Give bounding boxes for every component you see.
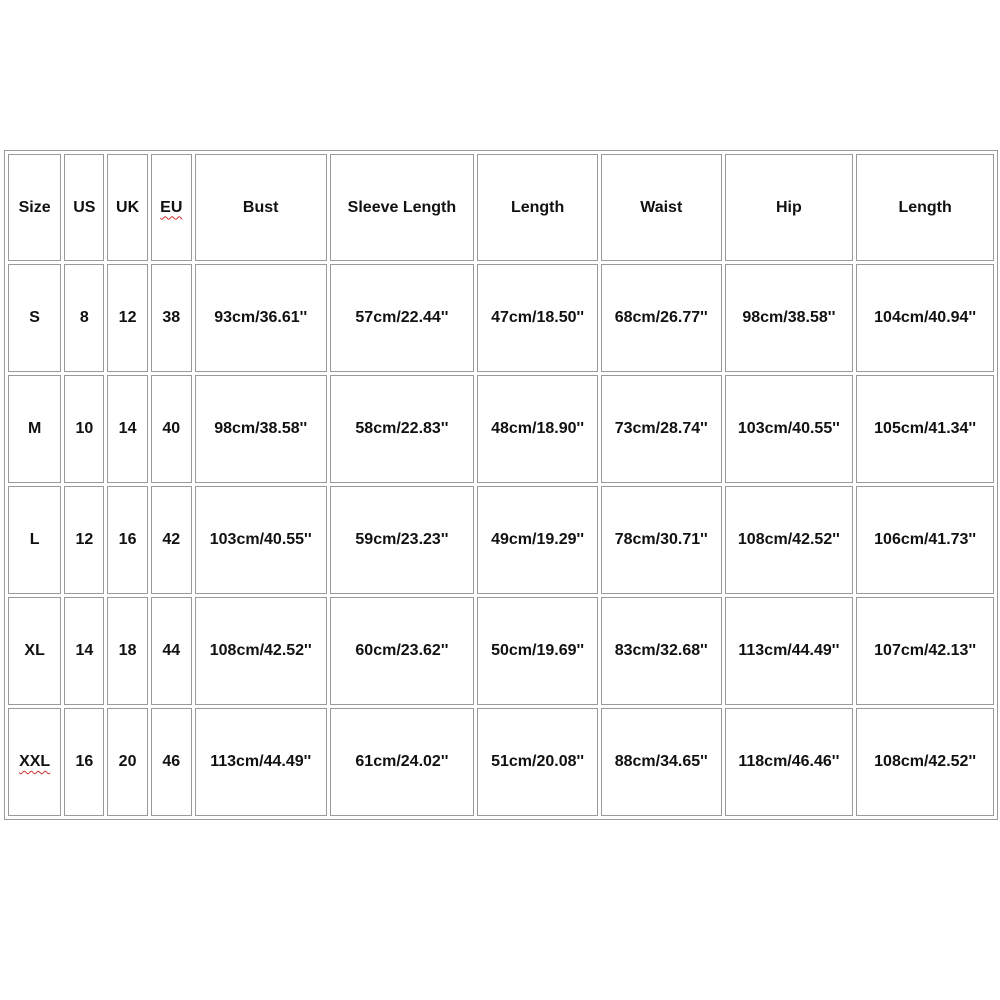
- cell-waist: 78cm/30.71'': [601, 486, 722, 594]
- cell-size-label: XXL: [19, 753, 51, 770]
- cell-bust: 103cm/40.55'': [195, 486, 327, 594]
- header-hip: Hip: [725, 154, 854, 261]
- header-eu-label: EU: [160, 198, 183, 216]
- table-row: [8, 708, 994, 816]
- size-chart-table: [4, 150, 998, 820]
- cell-us: 10: [64, 375, 104, 483]
- cell-waist: 73cm/28.74'': [601, 375, 722, 483]
- cell-hip: 98cm/38.58'': [725, 264, 854, 372]
- cell-eu: 40: [151, 375, 192, 483]
- cell-pant-length: 107cm/42.13'': [856, 597, 994, 705]
- cell-uk: 14: [107, 375, 147, 483]
- cell-length: 51cm/20.08'': [477, 708, 598, 816]
- header-size: Size: [8, 154, 61, 261]
- cell-length: 47cm/18.50'': [477, 264, 598, 372]
- header-eu: [151, 154, 192, 261]
- header-bust: Bust: [195, 154, 327, 261]
- cell-hip: 113cm/44.49'': [725, 597, 854, 705]
- header-us: US: [64, 154, 104, 261]
- cell-uk: 12: [107, 264, 147, 372]
- cell-pant-length: 105cm/41.34'': [856, 375, 994, 483]
- cell-waist: 88cm/34.65'': [601, 708, 722, 816]
- cell-sleeve-length: 59cm/23.23'': [330, 486, 475, 594]
- cell-pant-length: 104cm/40.94'': [856, 264, 994, 372]
- cell-bust: 113cm/44.49'': [195, 708, 327, 816]
- table-row: [8, 597, 994, 705]
- cell-us: 8: [64, 264, 104, 372]
- cell-sleeve-length: 61cm/24.02'': [330, 708, 475, 816]
- cell-size: S: [8, 264, 61, 372]
- cell-uk: 20: [107, 708, 147, 816]
- header-uk: UK: [107, 154, 147, 261]
- table-row: [8, 486, 994, 594]
- cell-length: 50cm/19.69'': [477, 597, 598, 705]
- table-row: [8, 264, 994, 372]
- cell-uk: 18: [107, 597, 147, 705]
- cell-waist: 83cm/32.68'': [601, 597, 722, 705]
- cell-sleeve-length: 57cm/22.44'': [330, 264, 475, 372]
- cell-eu: 38: [151, 264, 192, 372]
- cell-bust: 108cm/42.52'': [195, 597, 327, 705]
- cell-eu: 42: [151, 486, 192, 594]
- cell-bust: 93cm/36.61'': [195, 264, 327, 372]
- cell-eu: 44: [151, 597, 192, 705]
- cell-size: XL: [8, 597, 61, 705]
- cell-us: 16: [64, 708, 104, 816]
- cell-length: 49cm/19.29'': [477, 486, 598, 594]
- cell-pant-length: 108cm/42.52'': [856, 708, 994, 816]
- cell-waist: 68cm/26.77'': [601, 264, 722, 372]
- cell-uk: 16: [107, 486, 147, 594]
- table-row: [8, 375, 994, 483]
- cell-us: 12: [64, 486, 104, 594]
- header-pant-length: Length: [856, 154, 994, 261]
- header-sleeve-length: Sleeve Length: [330, 154, 475, 261]
- header-length: Length: [477, 154, 598, 261]
- cell-size: M: [8, 375, 61, 483]
- cell-sleeve-length: 58cm/22.83'': [330, 375, 475, 483]
- cell-hip: 118cm/46.46'': [725, 708, 854, 816]
- cell-hip: 103cm/40.55'': [725, 375, 854, 483]
- cell-pant-length: 106cm/41.73'': [856, 486, 994, 594]
- cell-bust: 98cm/38.58'': [195, 375, 327, 483]
- cell-length: 48cm/18.90'': [477, 375, 598, 483]
- header-row: [8, 154, 994, 261]
- cell-hip: 108cm/42.52'': [725, 486, 854, 594]
- cell-size: [8, 708, 61, 816]
- cell-eu: 46: [151, 708, 192, 816]
- cell-size: L: [8, 486, 61, 594]
- header-waist: Waist: [601, 154, 722, 261]
- cell-sleeve-length: 60cm/23.62'': [330, 597, 475, 705]
- cell-us: 14: [64, 597, 104, 705]
